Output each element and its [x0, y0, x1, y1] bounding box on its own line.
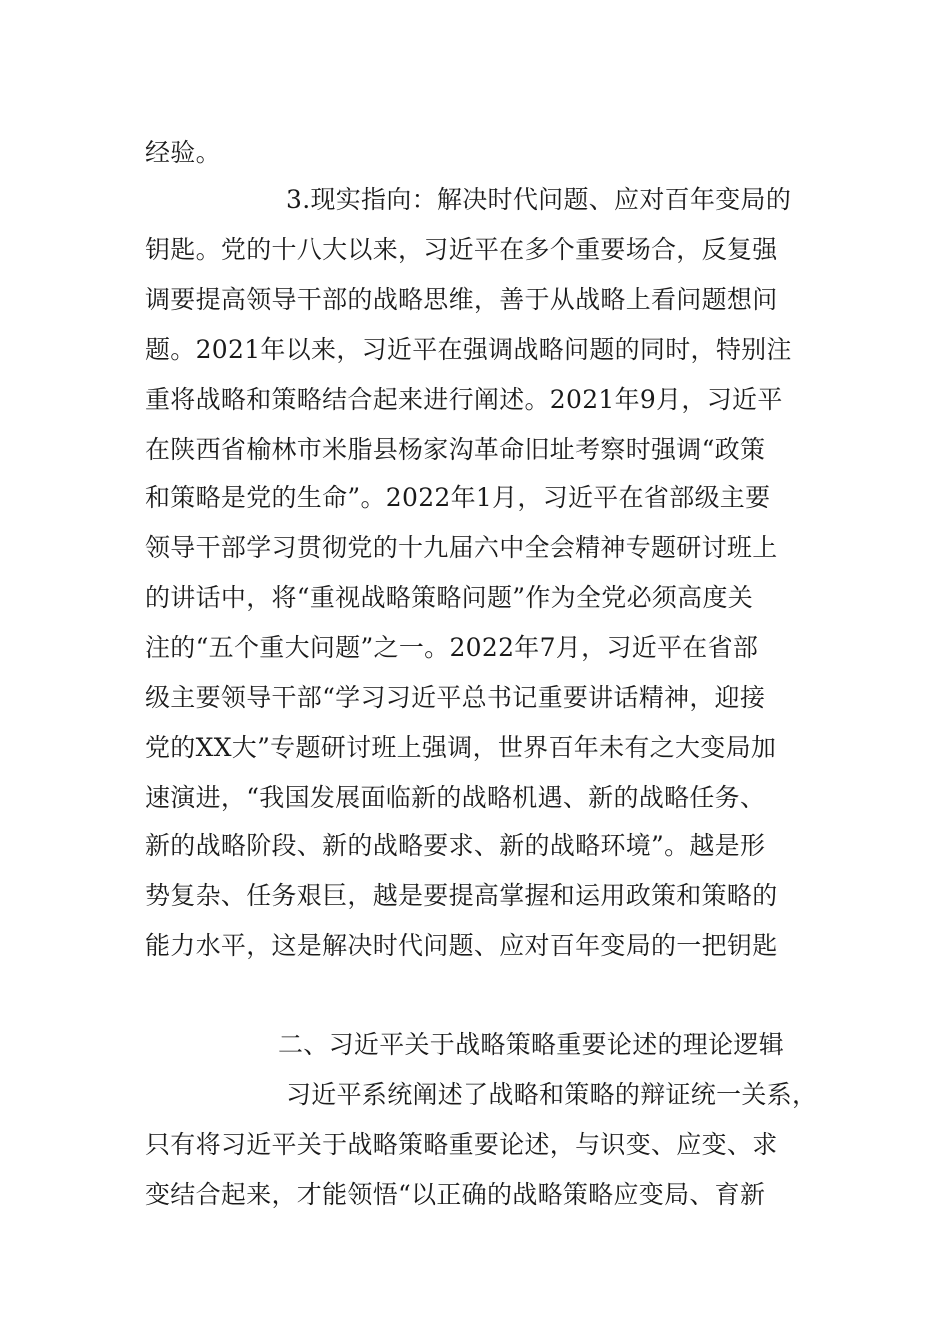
text-line: 注的“五个重大问题”之一。2022年7月，习近平在省部: [145, 633, 759, 662]
text-line: 变结合起来，才能领悟“以正确的战略策略应变局、育新: [145, 1180, 766, 1209]
text-line: 在陕西省榆林市米脂县杨家沟革命旧址考察时强调“政策: [145, 435, 766, 464]
text-line: 新的战略阶段、新的战略要求、新的战略环境”。越是形: [145, 831, 766, 860]
text-line: 题。2021年以来，习近平在强调战略问题的同时，特别注: [145, 335, 792, 364]
text-line: 党的XX大”专题研讨班上强调，世界百年未有之大变局加: [145, 733, 777, 762]
text-line: 重将战略和策略结合起来进行阐述。2021年9月，习近平: [145, 385, 783, 414]
section-heading-line: 3.现实指向：解决时代问题、应对百年变局的: [286, 185, 792, 214]
text-line: 级主要领导干部“学习习近平总书记重要讲话精神，迎接: [145, 683, 766, 712]
text-line: 习近平系统阐述了战略和策略的辩证统一关系，: [286, 1080, 818, 1109]
text-line: 调要提高领导干部的战略思维，善于从战略上看问题想问: [145, 285, 778, 314]
text-line: 钥匙。党的十八大以来，习近平在多个重要场合，反复强: [145, 235, 778, 264]
text-line: 势复杂、任务艰巨，越是要提高掌握和运用政策和策略的: [145, 881, 778, 910]
text-line: 领导干部学习贯彻党的十九届六中全会精神专题研讨班上: [145, 533, 778, 562]
text-line: 速演进，“我国发展面临新的战略机遇、新的战略任务、: [145, 783, 766, 812]
text-line: 能力水平，这是解决时代问题、应对百年变局的一把钥匙: [145, 931, 778, 960]
section-heading: 二、习近平关于战略策略重要论述的理论逻辑: [278, 1030, 785, 1059]
text-line: 经验。: [145, 138, 221, 167]
text-line: 只有将习近平关于战略策略重要论述，与识变、应变、求: [145, 1130, 778, 1159]
text-line: 的讲话中，将“重视战略策略问题”作为全党必须高度关: [145, 583, 754, 612]
text-line: 和策略是党的生命”。2022年1月，习近平在省部级主要: [145, 483, 771, 512]
